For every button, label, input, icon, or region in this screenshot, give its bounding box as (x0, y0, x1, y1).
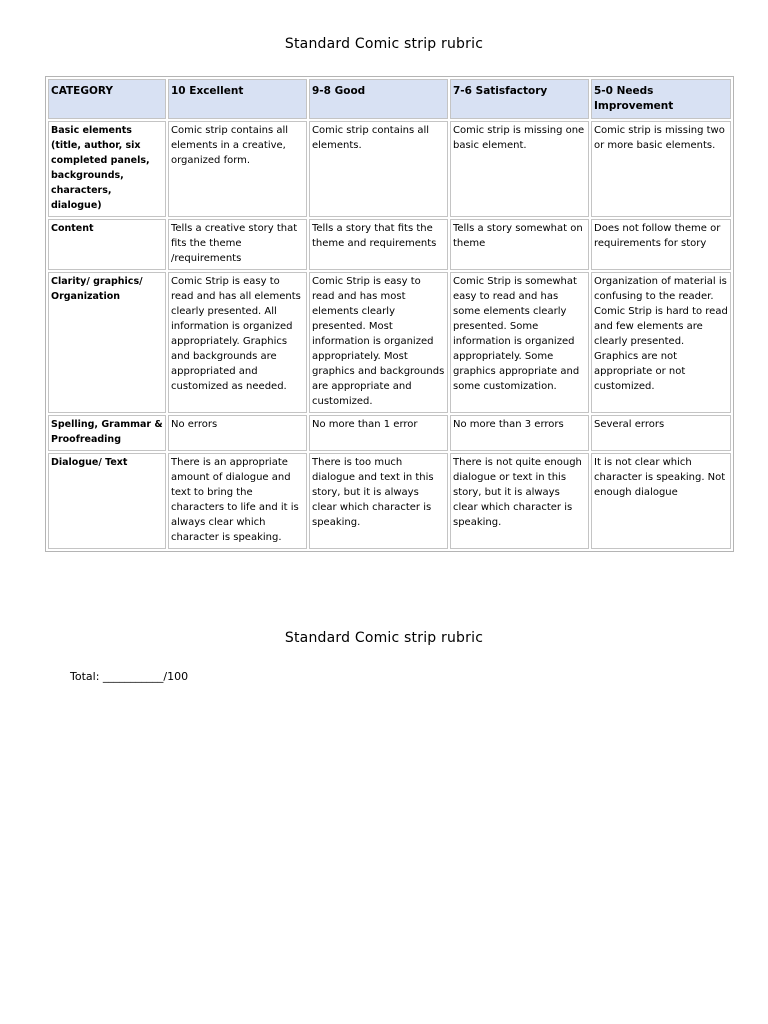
total-score-line: Total: ___________/100 (70, 670, 189, 683)
table-cell: There is too much dialogue and text in this story, but it is always clear which character is speaking. (309, 453, 448, 549)
header-row (48, 79, 731, 119)
table-cell: No more than 3 errors (450, 415, 589, 451)
table-cell: There is an appropriate amount of dialogue and text to bring the characters to life and it is always clear which character is speaking. (168, 453, 307, 549)
table-cell: No errors (168, 415, 307, 451)
table-cell: Comic strip contains all elements in a creative, organized form. (168, 121, 307, 217)
table-cell: Comic Strip is easy to read and has most elements clearly presented. Most information is organized appropriately. Most graphics and backgrounds are appropriate and customized. (309, 272, 448, 413)
table-row (48, 121, 731, 217)
table-cell: Tells a creative story that fits the theme /requirements (168, 219, 307, 270)
table-cell: Comic Strip is somewhat easy to read and has some elements clearly presented. Some information is organized appropriately. Some graphics appropriate and some customization. (450, 272, 589, 413)
table-cell: Several errors (591, 415, 731, 451)
header-excellent: 10 Excellent (168, 79, 307, 119)
table-cell: Comic strip contains all elements. (309, 121, 448, 217)
table-row (48, 272, 731, 413)
table-cell: It is not clear which character is speaking. Not enough dialogue (591, 453, 731, 549)
row-category: Spelling, Grammar & Proofreading (48, 415, 166, 451)
table-cell: Comic strip is missing two or more basic elements. (591, 121, 731, 217)
header-satisfactory: 7-6 Satisfactory (450, 79, 589, 119)
table-row (48, 219, 731, 270)
table-cell: Comic Strip is easy to read and has all elements clearly presented. All information is organized appropriately. Graphics and backgrounds are appropriated and customized as needed. (168, 272, 307, 413)
rubric-table (45, 76, 734, 552)
header-needs-improvement: 5-0 Needs Improvement (591, 79, 731, 119)
table-row (48, 453, 731, 549)
table-cell: Tells a story somewhat on theme (450, 219, 589, 270)
table-cell: Organization of material is confusing to the reader. Comic Strip is hard to read and few elements are clearly presented. Graphics are not appropriate or not customized. (591, 272, 731, 413)
row-category: Content (48, 219, 166, 270)
table-cell: No more than 1 error (309, 415, 448, 451)
header-category: CATEGORY (48, 79, 166, 119)
page-title: Standard Comic strip rubric (284, 36, 484, 52)
table-row (48, 415, 731, 451)
row-category: Basic elements (title, author, six completed panels, backgrounds, characters, dialogue) (48, 121, 166, 217)
table-cell: Does not follow theme or requirements for story (591, 219, 731, 270)
row-category: Clarity/ graphics/ Organization (48, 272, 166, 413)
table-cell: Comic strip is missing one basic element. (450, 121, 589, 217)
page-title-repeat: Standard Comic strip rubric (284, 630, 484, 646)
table-cell: There is not quite enough dialogue or text in this story, but it is always clear which character is speaking. (450, 453, 589, 549)
row-category: Dialogue/ Text (48, 453, 166, 549)
table-cell: Tells a story that fits the theme and requirements (309, 219, 448, 270)
header-good: 9-8 Good (309, 79, 448, 119)
